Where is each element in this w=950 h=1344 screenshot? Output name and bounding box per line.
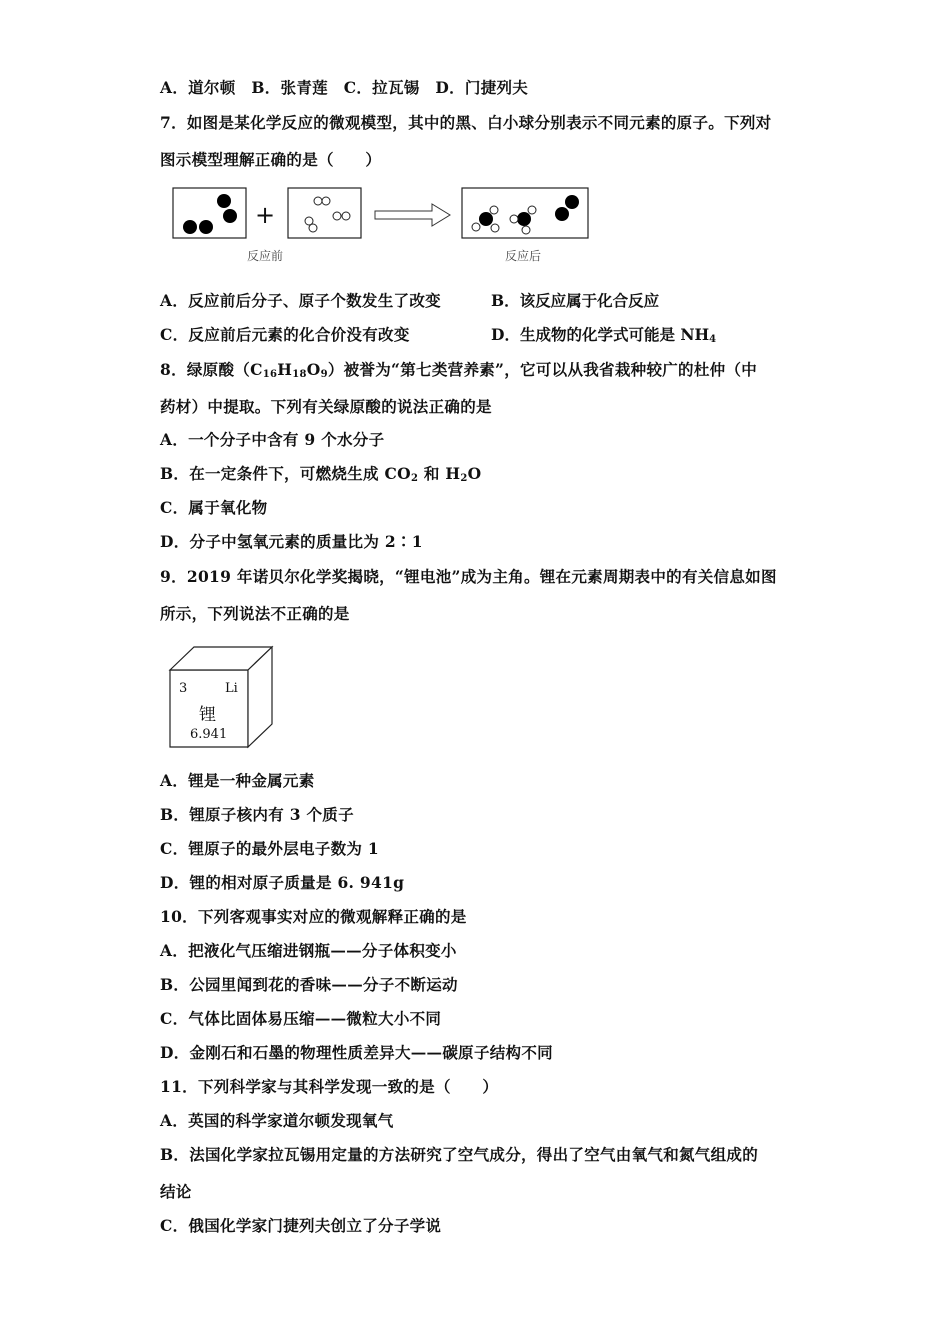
q11-option-a: A．英国的科学家道尔顿发现氧气	[160, 1111, 394, 1130]
q9-stem-line2: 所示，下列说法不正确的是	[160, 604, 350, 623]
q9-option-d: D．锂的相对原子质量是 6. 941g	[160, 873, 405, 892]
black-atom	[517, 212, 531, 226]
q11-option-b-line2: 结论	[160, 1182, 192, 1201]
q6-options: A．道尔顿 B．张青莲 C．拉瓦锡 D．门捷列夫	[160, 78, 529, 97]
cell-symbol: Li	[225, 681, 238, 696]
white-atom	[314, 197, 322, 205]
black-atom	[565, 195, 579, 209]
q10-option-a: A．把液化气压缩进钢瓶——分子体积变小	[160, 941, 457, 960]
q8-stem-line2: 药材）中提取。下列有关绿原酸的说法正确的是	[160, 397, 492, 416]
reaction-arrow	[375, 204, 450, 226]
before-box-white	[288, 188, 361, 238]
white-atom	[322, 197, 330, 205]
q10-stem: 10．下列客观事实对应的微观解释正确的是	[160, 907, 467, 926]
q11-stem: 11．下列科学家与其科学发现一致的是（ ）	[160, 1077, 499, 1096]
q9-option-b: B．锂原子核内有 3 个质子	[160, 805, 354, 824]
q10-option-b: B．公园里闻到花的香味——分子不断运动	[160, 975, 458, 994]
q10-option-c: C．气体比固体易压缩——微粒大小不同	[160, 1009, 442, 1028]
cell-element-name: 锂	[199, 705, 216, 725]
plus-sign: +	[254, 201, 276, 229]
white-atom	[490, 206, 498, 214]
q7-option-c: C．反应前后元素的化合价没有改变	[160, 325, 410, 344]
q7-stem-line1: 7．如图是某化学反应的微观模型，其中的黑、白小球分别表示不同元素的原子。下列对	[160, 113, 772, 132]
q8-option-b: B．在一定条件下，可燃烧生成 $CO_2$ 和 $H_2O$	[160, 464, 482, 484]
white-atom	[491, 224, 499, 232]
black-atom	[217, 194, 231, 208]
q9-option-c: C．锂原子的最外层电子数为 1	[160, 839, 380, 858]
black-atom	[199, 220, 213, 234]
q10-option-d: D．金刚石和石墨的物理性质差异大——碳原子结构不同	[160, 1043, 553, 1062]
cell-atomic-number: 3	[179, 681, 188, 696]
q9-option-a: A．锂是一种金属元素	[160, 771, 315, 790]
q7-option-a: A．反应前后分子、原子个数发生了改变	[160, 291, 441, 310]
black-atom	[479, 212, 493, 226]
q8-option-d: D．分子中氢氧元素的质量比为 2∶1	[160, 532, 423, 551]
black-atom	[555, 207, 569, 221]
q11-option-c: C．俄国化学家门捷列夫创立了分子学说	[160, 1216, 442, 1235]
white-atom	[522, 226, 530, 234]
white-atom	[333, 212, 341, 220]
cell-atomic-mass: 6.941	[190, 727, 228, 742]
q9-stem-line1: 9．2019 年诺贝尔化学奖揭晓，“锂电池”成为主角。锂在元素周期表中的有关信息如图	[160, 567, 777, 586]
q11-option-b-line1: B．法国化学家拉瓦锡用定量的方法研究了空气成分，得出了空气由氧气和氮气组成的	[160, 1145, 759, 1164]
white-atom	[472, 223, 480, 231]
label-after: 反应后	[505, 249, 542, 263]
q8-option-a: A．一个分子中含有 9 个水分子	[160, 430, 385, 449]
q7-stem-line2: 图示模型理解正确的是（ ）	[160, 150, 382, 169]
q8-stem-line1: 8．绿原酸$(C_{16}H_{18}O_9)$被誉为“第七类营养素”，它可以从我省栽种较广的杜仲（中	[160, 360, 758, 380]
q7-option-d: D．生成物的化学式可能是 $NH_4$	[491, 325, 717, 345]
white-atom	[342, 212, 350, 220]
black-atom	[223, 209, 237, 223]
black-atom	[183, 220, 197, 234]
label-before: 反应前	[247, 249, 284, 263]
white-atom	[309, 224, 317, 232]
white-atom	[528, 206, 536, 214]
white-atom	[510, 215, 518, 223]
q7-option-b: B．该反应属于化合反应	[491, 291, 660, 310]
q8-option-c: C．属于氧化物	[160, 498, 268, 517]
